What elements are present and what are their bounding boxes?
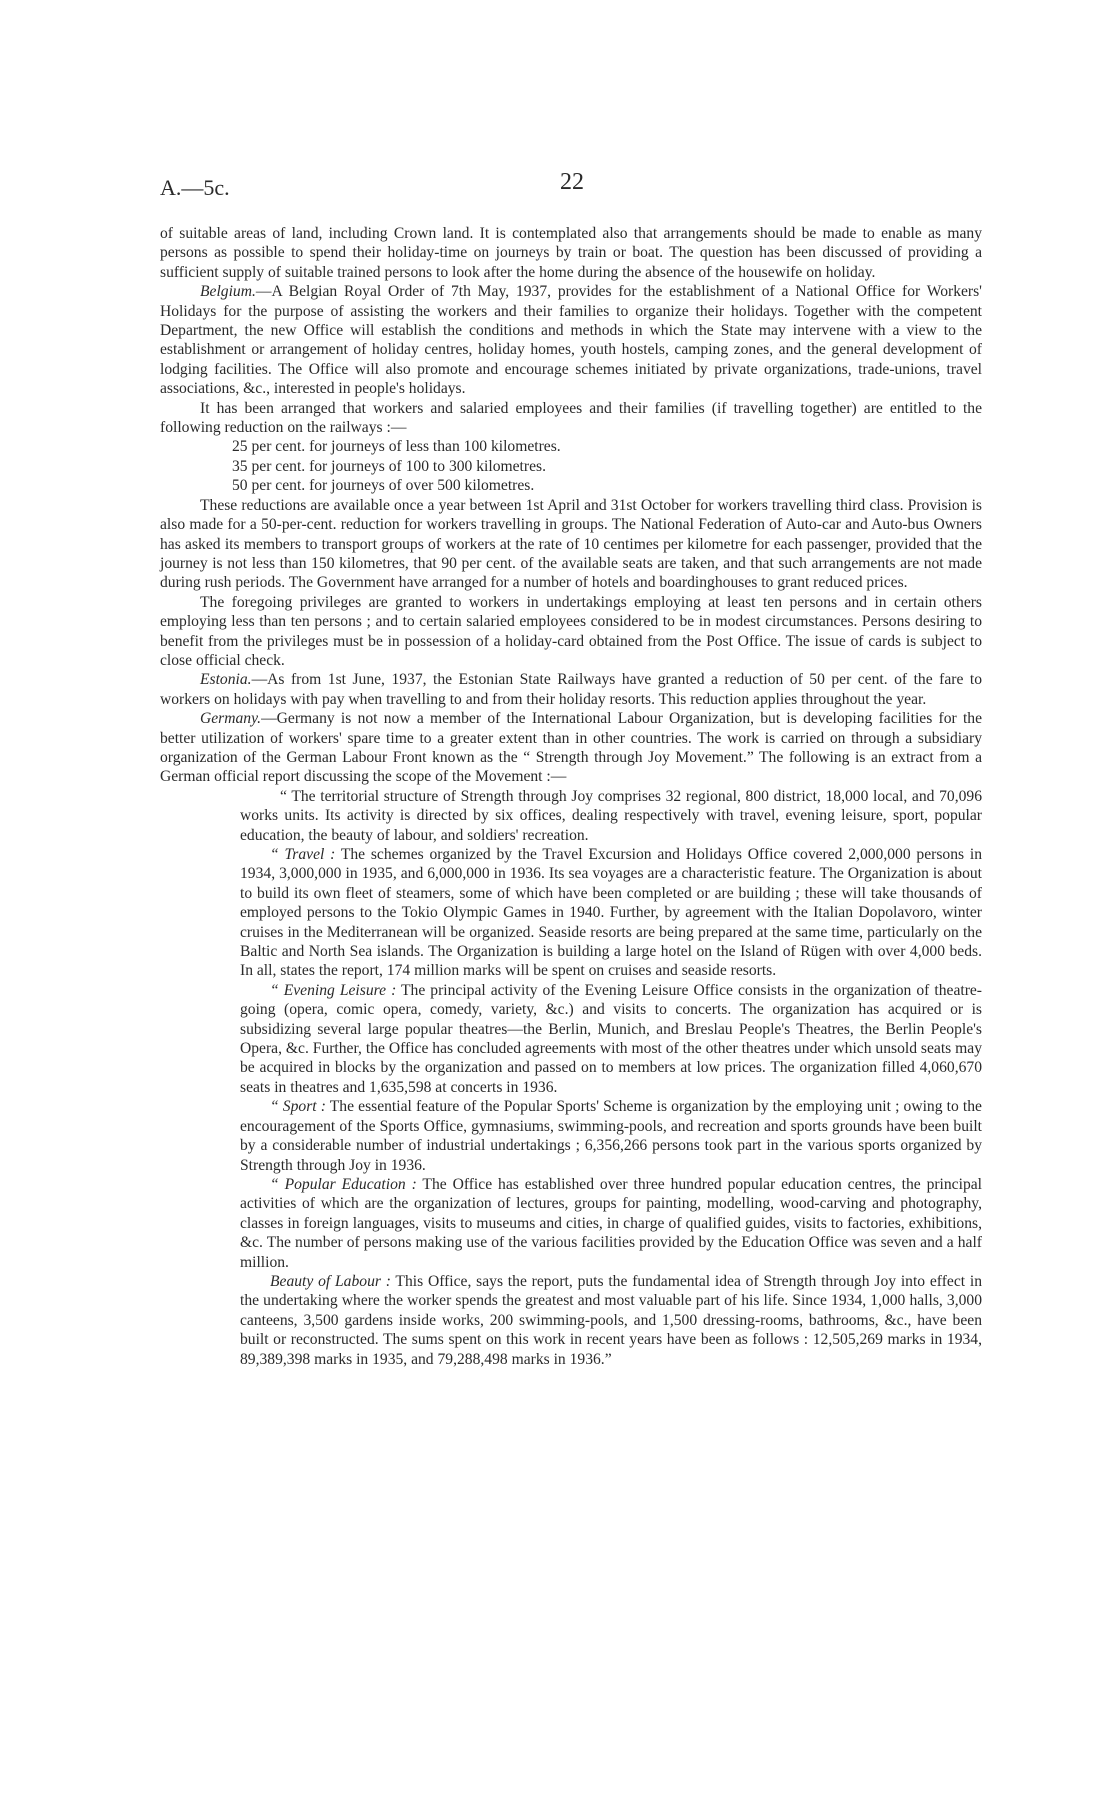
sport-paragraph bbox=[240, 1097, 982, 1175]
evening-leisure-text: The principal activity of the Evening Leisure Office consists in the organization of theatre-going (opera, comic opera, comedy, variety, &c.) and visits to concerts. The organization has acquired or is subsidizing several large popular theatres—the Berlin, Munich, and Breslau People's Theatres, the Berlin People's Opera, &c. Further, the Office has concluded agreements with most of the other theatres under which unsold seats may be acquired in blocks by the organization and passed on to members at low prices. The organization filled 4,060,670 seats in theatres and 1,635,598 at concerts in 1936. bbox=[240, 981, 983, 1096]
reduction-item: 25 per cent. for journeys of less than 100 kilometres. bbox=[232, 438, 561, 456]
reduction-list bbox=[160, 437, 982, 495]
document-reference: A.—5c. bbox=[160, 175, 230, 200]
page-header bbox=[160, 169, 960, 205]
sport-heading: “ Sport : bbox=[270, 1098, 326, 1116]
beauty-of-labour-text: This Office, says the report, puts the fundamental idea of Strength through Joy into effect in the undertaking where the worker spends the greatest and most valuable part of his life. Since 1934, 1,000 halls, 3,000 canteens, 3,500 gardens inside works, 200 swimming-pools, and 1,500 dressing-rooms, bathrooms, &c., have been built or reconstructed. The sums spent on this work in recent years have been as follows : 12,505,269 marks in 1934, 89,389,398 marks in 1935, and 79,288,498 marks in 1936.” bbox=[240, 1272, 982, 1368]
travel-paragraph bbox=[240, 845, 982, 981]
reduction-item: 50 per cent. for journeys of over 500 kilometres. bbox=[232, 477, 535, 495]
popular-education-text: The Office has established over three hundred popular education centres, the principal activities of which are the organization of lectures, groups for painting, modelling, wood-carving and photography, classes in foreign languages, visits to museums and cities, in charge of qualified guides, visits to factories, exhibitions, &c. The number of persons making use of the various facilities provided by the Education Office was seven and a half million. bbox=[240, 1175, 982, 1271]
belgium-text: —A Belgian Royal Order of 7th May, 1937, provides for the establishment of a National Office for Workers' Holidays for the purpose of assisting the workers and their families to organize their holidays. Together with the competent Department, the new Office will establish the conditions and methods in which the State may intervene with a view to the establishment or arrangement of holiday centres, holiday homes, youth hostels, camping zones, and the general development of lodging facilities. The Office will also promote and encourage schemes initiated by private organizations, trade-unions, travel associations, &c., interested in people's holidays. bbox=[160, 283, 982, 398]
germany-paragraph bbox=[160, 709, 982, 787]
estonia-paragraph bbox=[160, 670, 982, 709]
estonia-text: —As from 1st June, 1937, the Estonian State Railways have granted a reduction of 50 per cent. of the fare to workers on holidays with pay when travelling to and from their holiday resorts. This reduction applies throughout the year. bbox=[160, 671, 982, 708]
beauty-of-labour-paragraph bbox=[240, 1272, 982, 1369]
reductions-availability-paragraph: These reductions are available once a year between 1st April and 31st October for workers travelling third class. Provision is also made for a 50-per-cent. reduction for workers travelling in groups. The National Federation of Auto-car and Auto-bus Owners has asked its members to transport groups of workers at the rate of 10 centimes per kilometre for each passenger, provided that the journey is not less than 150 kilometres, that 90 per cent. of the available seats are taken, and that such arrangements are not made during rush periods. The Government have arranged for a number of hotels and boardinghouses to grant reduced prices. bbox=[160, 496, 982, 592]
popular-education-paragraph bbox=[240, 1175, 982, 1272]
germany-heading: Germany. bbox=[200, 710, 262, 728]
evening-leisure-heading: “ Evening Leisure : bbox=[270, 981, 397, 999]
popular-education-heading: “ Popular Education : bbox=[270, 1175, 417, 1193]
german-report-extract bbox=[160, 787, 982, 1369]
travel-heading: “ Travel : bbox=[270, 846, 336, 863]
estonia-heading: Estonia. bbox=[200, 671, 252, 689]
intro-paragraph: of suitable areas of land, including Crown land. It is contemplated also that arrangements should be made to enable as many persons as possible to spend their holiday-time on journeys by train or boat. The question has been discussed of providing a sufficient supply of suitable trained persons to look after the home during the absence of the housewife on holiday. bbox=[160, 225, 982, 281]
railway-reduction-paragraph: It has been arranged that workers and salaried employees and their families (if travelling together) are entitled to the following reduction on the railways :— bbox=[160, 399, 982, 437]
sport-text: The essential feature of the Popular Sports' Scheme is organization by the employing unit ; owing to the encouragement of the Sports Office, gymnasiums, swimming-pools, and recreation and sports grounds have been built by a considerable number of industrial undertakings ; 6,356,266 persons took part in the various sports organized by Strength through Joy in 1936. bbox=[240, 1098, 982, 1174]
body-text bbox=[160, 224, 982, 1369]
germany-text: —Germany is not now a member of the International Labour Organization, but is developing facilities for the better utilization of workers' spare time to a greater extent than in other countries. The work is carried on through a subsidiary organization of the German Labour Front known as the “ Strength through Joy Movement.” The following is an extract from a German official report discussing the scope of the Movement :— bbox=[160, 710, 982, 786]
belgium-paragraph bbox=[160, 282, 982, 398]
page-number: 22 bbox=[560, 169, 584, 195]
reduction-item: 35 per cent. for journeys of 100 to 300 kilometres. bbox=[232, 457, 546, 475]
travel-text: The schemes organized by the Travel Excursion and Holidays Office covered 2,000,000 persons in 1934, 3,000,000 in 1935, and 6,000,000 in 1936. Its sea voyages are a characteristic feature. The Organization is about to build its own fleet of steamers, some of which have been completed or are building ; these will take thousands of employed persons to the Tokio Olympic Games in 1940. Further, by agreement with the Italian Dopolavoro, winter cruises in the Mediterranean will be organized. Seaside resorts are being prepared at the same time, particularly on the Baltic and North Sea islands. The Organization is building a large hotel on the Island of Rügen with over 4,000 beds. In all, states the report, 174 million marks will be spent on cruises and seaside resorts. bbox=[240, 846, 982, 980]
beauty-of-labour-heading: Beauty of Labour : bbox=[270, 1272, 391, 1290]
belgium-heading: Belgium. bbox=[200, 283, 256, 301]
privileges-paragraph: The foregoing privileges are granted to workers in undertakings employing at least ten persons and in certain others employing less than ten persons ; and to certain salaried employees considered to be in modest circumstances. Persons desiring to benefit from the privileges must be in possession of a holiday-card obtained from the Post Office. The issue of cards is subject to close official check. bbox=[160, 593, 982, 669]
territorial-structure-paragraph: “ The territorial structure of Strength through Joy comprises 32 regional, 800 district, 18,000 local, and 70,096 works units. Its activity is directed by six offices, dealing respectively with travel, evening leisure, sport, popular education, the beauty of labour, and soldiers' recreation. bbox=[240, 787, 982, 844]
evening-leisure-paragraph bbox=[240, 981, 982, 1097]
